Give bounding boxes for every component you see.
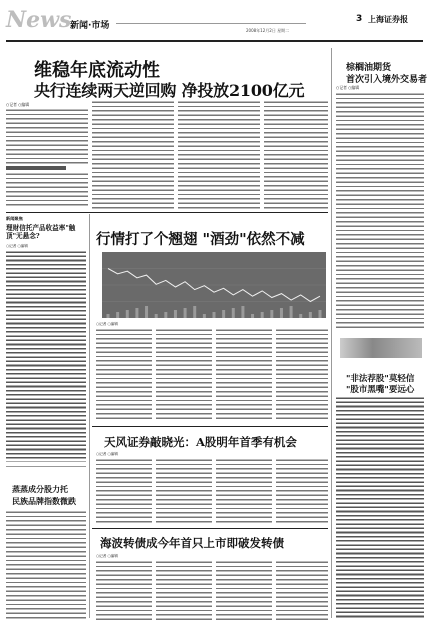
left-col-headline: 理财信托产品收益率"触顶"无悬念? [6,224,76,240]
lead-body-col-1 [6,108,88,164]
date-line: 2008年12月2日 星期二 [246,28,290,33]
chart-volume-bar [116,312,119,318]
story-2-byline: ○记者 ○编辑 [96,452,118,456]
story-3-body-col-4 [276,560,328,620]
left-bottom-body [6,510,86,620]
lead-body-col-3 [178,100,260,210]
chart-volume-bar [232,308,235,318]
left-col-byline: ○记者 ○编辑 [6,244,28,248]
feature-body-col-1 [96,328,152,422]
chart-volume-bar [299,314,302,318]
page-number: 3 [356,14,363,24]
lead-body-col-4 [264,100,328,210]
chart-volume-bar [241,306,244,318]
chart-volume-bar [107,314,110,318]
chart-volume-bar [193,306,196,318]
lead-body-col-2 [92,100,174,210]
brand-logo: News [6,7,72,33]
chart-volume-bar [290,306,293,318]
trend-chart [102,252,326,318]
story-3-body-col-2 [156,560,212,620]
story-3-headline: 海波转债成今年首只上市即破发转债 [100,536,284,550]
feature-body-col-4 [276,328,328,422]
chart-volume-bar [164,312,167,318]
story-2-body-col-2 [156,458,212,524]
feature-body-col-2 [156,328,212,422]
chart-volume-bar [155,314,158,318]
chart-volume-bar [174,310,177,318]
chart-volume-bar [270,310,273,318]
story-2-body-col-1 [96,458,152,524]
paper-name: 上海证券报 [368,14,408,24]
lead-subhead [6,166,66,170]
right-mid-headline-2: "股市黑嘴"要远心 [346,385,415,395]
chart-volume-bar [319,310,322,318]
story-2-headline: 天风证券敲晓光：A股明年首季有机会 [104,435,297,449]
right-mid-headline-1: "非法荐股"莫轻信 [346,374,415,384]
right-photo [340,338,422,358]
lead-body-col-1b [6,172,88,208]
left-section-title: 新闻聚焦 [6,216,23,221]
chart-volume-bar [261,312,264,318]
chart-volume-bar [251,314,254,318]
left-col-body [6,250,86,462]
chart-volume-bar [222,310,225,318]
right-top-body [336,92,424,330]
story-3-body-col-1 [96,560,152,620]
feature-byline: ○记者 ○编辑 [96,322,118,326]
chart-volume-bar [203,314,206,318]
story-2-body-col-3 [216,458,272,524]
feature-chart [102,252,326,318]
chart-volume-bar [309,312,312,318]
story-2-body-col-4 [276,458,328,524]
feature-body-col-3 [216,328,272,422]
left-bottom-headline-2: 民族品牌指数微跌 [12,496,76,506]
lead-headline-2: 央行连续两天逆回购 净投放2100亿元 [34,81,305,100]
right-mid-body [336,396,424,620]
right-top-headline-1: 棕榈油期货 [346,63,392,73]
chart-volume-bar [280,308,283,318]
chart-volume-bar [135,308,138,318]
left-bottom-headline-1: 蒸蒸成分股力托 [12,484,68,494]
masthead [6,6,423,40]
story-3-byline: ○记者 ○编辑 [96,554,118,558]
lead-headline-1: 维稳年底流动性 [34,60,160,81]
right-top-byline: ○记者 ○编辑 [336,85,360,90]
lead-byline: ○记者 ○编辑 [6,102,30,107]
chart-volume-bar [184,308,187,318]
feature-headline: 行情打了个翘翅 "酒劲"依然不减 [96,231,305,248]
right-top-headline-2: 首次引入境外交易者 [346,75,428,85]
chart-volume-bar [126,310,129,318]
chart-volume-bar [213,312,216,318]
section-name: 新闻·市场 [70,21,110,31]
chart-volume-bar [145,306,148,318]
story-3-body-col-3 [216,560,272,620]
